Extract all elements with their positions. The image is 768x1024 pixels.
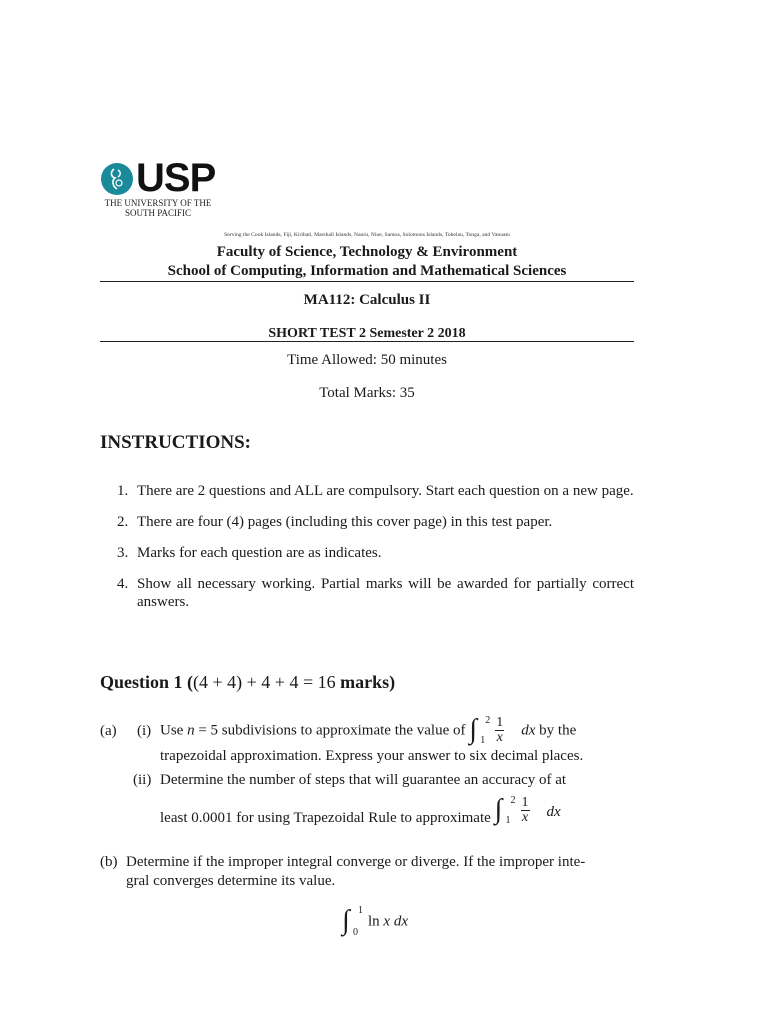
integral-1-over-x: ∫ 2 1 $\frac{1}{x}$ [469,714,504,746]
logo-wordmark: USP [136,156,216,200]
integral-1-over-x-repeat: ∫ 2 1 $\frac{1}{x}$ [494,794,529,826]
part-a-ii-label: (ii) [133,772,152,788]
question-1-heading: Question 1 ((4 + 4) + 4 + 4 = 16 marks) [100,672,396,692]
exam-cover-page [100,0,634,1024]
part-a-i-line1: Use n = 5 subdivisions to approximate the value of ∫ 2 1 $\frac{1}{x}$ dx by the [160,712,634,750]
integral-sign: ∫ [494,794,503,825]
instructions-heading: INSTRUCTIONS: [100,432,251,453]
part-a-i-label: (i) [137,723,152,739]
part-a-ii-line1: Determine the number of steps that will guarantee an accuracy of at [160,772,567,788]
part-b-line1: Determine if the improper integral converge or diverge. If the improper inte- [126,854,586,870]
total-marks: Total Marks: 35 [319,385,415,401]
test-title: SHORT TEST 2 Semester 2 2018 [268,326,466,341]
divider-top [100,281,634,282]
integral-sign: ∫ [469,714,477,745]
part-b-label: (b) [100,854,118,870]
part-b-line2: gral converges determine its value. [126,873,336,889]
instruction-item: 2. There are four (4) pages (including this cover page) in this test paper. [117,514,553,530]
part-a-label: (a) [100,723,117,739]
integral-sign: ∫ [342,905,350,936]
instruction-item: 4. Show all necessary working. Partial marks will be awarded for partially correct answers. [117,576,634,610]
fraction: $\frac{1}{x}$ [521,795,529,825]
faculty-name: Faculty of Science, Technology & Environment [216,244,518,260]
serving-countries: Serving the Cook Islands, Fiji, Kiribati, Marshall Islands, Nauru, Niue, Samoa, Solomons Islands, Tokelau, Tonga, and Vanuatu [224,232,510,238]
instruction-item: 1. There are 2 questions and ALL are compulsory. Start each question on a new page. [117,483,634,499]
logo-subtitle [100,198,216,218]
logo-subtitle-line1: THE UNIVERSITY OF THE [104,198,212,208]
logo-subtitle-line2: SOUTH PACIFIC [125,208,191,218]
part-a-i-line2: trapezoidal approximation. Express your answer to six decimal places. [160,748,584,764]
usp-emblem-icon [100,162,134,196]
part-a-ii-line2: least 0.0001 for using Trapezoidal Rule to approximate ∫ 2 1 $\frac{1}{x}$ dx [160,792,561,830]
instructions-list [100,482,634,624]
course-title: MA112: Calculus II [303,292,431,308]
time-allowed: Time Allowed: 50 minutes [287,352,447,368]
divider-bottom [100,341,634,342]
integral-ln-x: ∫ 1 0 ln x dx [342,905,409,938]
instruction-item: 3. Marks for each question are as indicates. [117,545,382,561]
school-name: School of Computing, Information and Mathematical Sciences [167,263,567,279]
marks-expression: (4 + 4) + 4 + 4 = 16 [193,672,336,692]
fraction: $\frac{1}{x}$ [496,715,504,745]
usp-logo [100,156,240,220]
